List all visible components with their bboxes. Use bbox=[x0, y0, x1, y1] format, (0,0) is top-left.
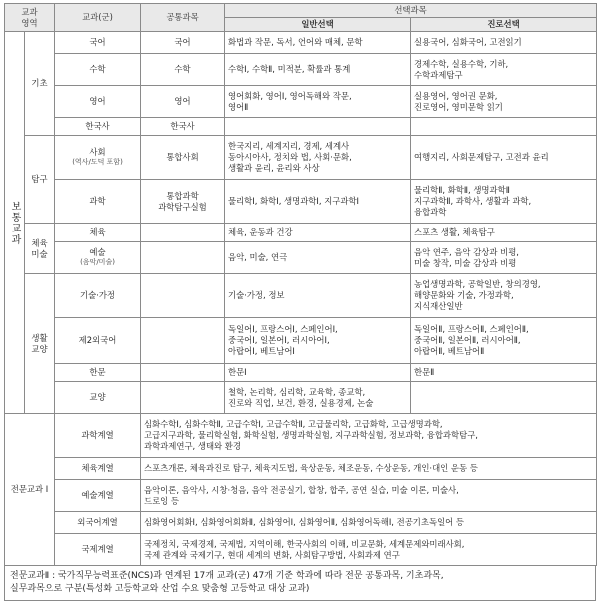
common-cell: 국어 bbox=[141, 32, 225, 54]
table-row bbox=[5, 480, 597, 512]
header-row-1 bbox=[5, 4, 597, 18]
area-professional-1: 전문교과 Ⅰ bbox=[5, 414, 55, 566]
group-name: 사회 bbox=[89, 147, 106, 158]
area-pe-art: 체육 미술 bbox=[25, 224, 55, 274]
track-subjects-cell: 음악이론, 음악사, 시창·청음, 음악 전공실기, 합창, 합주, 공연 실습, 미술 이론, 미술사, 드로잉 등 bbox=[141, 480, 597, 512]
general-cell bbox=[225, 118, 411, 136]
general-cell: 한국지리, 세계지리, 경제, 세계사 동아시아사, 정치와 법, 사회·문화, 생활과 윤리, 윤리와 사상 bbox=[225, 136, 411, 180]
group-cell: 국어 bbox=[55, 32, 141, 54]
group-note: (역사/도덕 포함) bbox=[72, 158, 123, 167]
track-cell: 예술계열 bbox=[55, 480, 141, 512]
common-cell bbox=[141, 242, 225, 274]
common-cell bbox=[141, 318, 225, 364]
table-row bbox=[5, 136, 597, 180]
common-cell bbox=[141, 274, 225, 318]
career-cell bbox=[411, 118, 597, 136]
track-cell: 체육계열 bbox=[55, 458, 141, 480]
group-cell: 한국사 bbox=[55, 118, 141, 136]
general-cell: 체육, 운동과 건강 bbox=[225, 224, 411, 242]
table-row bbox=[5, 318, 597, 364]
general-cell: 수학Ⅰ, 수학Ⅱ, 미적분, 확률과 통계 bbox=[225, 54, 411, 86]
common-cell bbox=[141, 364, 225, 382]
career-cell: 여행지리, 사회문제탐구, 고전과 윤리 bbox=[411, 136, 597, 180]
common-cell bbox=[141, 224, 225, 242]
area-general-education: 보통교과 bbox=[5, 32, 25, 414]
common-cell bbox=[141, 382, 225, 414]
common-cell: 한국사 bbox=[141, 118, 225, 136]
area-life-culture: 생활 교양 bbox=[25, 274, 55, 414]
table-row bbox=[5, 86, 597, 118]
header-group: 교과(군) bbox=[55, 4, 141, 32]
area-basic: 기초 bbox=[25, 32, 55, 136]
table-row bbox=[5, 274, 597, 318]
career-cell: 농업생명과학, 공학일반, 창의경영, 해양문화와 기술, 가정과학, 지식재산일반 bbox=[411, 274, 597, 318]
group-cell: 교양 bbox=[55, 382, 141, 414]
common-cell: 영어 bbox=[141, 86, 225, 118]
track-subjects-cell: 심화영어회화Ⅰ, 심화영어회화Ⅱ, 심화영어Ⅰ, 심화영어Ⅱ, 심화영어독해Ⅰ, 전공기초독일어 등 bbox=[141, 512, 597, 534]
group-cell: 한문 bbox=[55, 364, 141, 382]
curriculum-table bbox=[4, 3, 597, 566]
track-subjects-cell: 스포츠개론, 체육과진로 탐구, 체육지도법, 육상운동, 체조운동, 수상운동, 개인·대인 운동 등 bbox=[141, 458, 597, 480]
track-subjects-cell: 심화수학Ⅰ, 심화수학Ⅱ, 고급수학Ⅰ, 고급수학Ⅱ, 고급물리학, 고급화학, 고급생명과학, 고급지구과학, 물리학실험, 화학실험, 생명과학실험, 지구과학실험, 정보과학, 융합과학탐구, 과학과제연구, 생태와 환경 bbox=[141, 414, 597, 458]
career-cell: 실용국어, 심화국어, 고전읽기 bbox=[411, 32, 597, 54]
header-elective: 선택과목 bbox=[225, 4, 597, 18]
table-row bbox=[5, 512, 597, 534]
career-cell: 실용영어, 영어권 문화, 진로영어, 영미문학 읽기 bbox=[411, 86, 597, 118]
table-row bbox=[5, 242, 597, 274]
footnote-professional-2: 전문교과Ⅱ : 국가직무능력표준(NCS)과 연계된 17개 교과(군) 47개 기준 학과에 따라 전문 공통과목, 기초과목, 실무과목으로 구분(특성화 고등학교와 산업 수요 맞춤형 고등학교 대상 교과) bbox=[4, 566, 596, 601]
common-cell: 통합사회 bbox=[141, 136, 225, 180]
table-row bbox=[5, 118, 597, 136]
track-cell: 국제계열 bbox=[55, 534, 141, 566]
general-cell: 독일어Ⅰ, 프랑스어Ⅰ, 스페인어Ⅰ, 중국어Ⅰ, 일본어Ⅰ, 러시아어Ⅰ, 아랍어Ⅰ, 베트남어Ⅰ bbox=[225, 318, 411, 364]
group-cell: 영어 bbox=[55, 86, 141, 118]
group-cell: 제2외국어 bbox=[55, 318, 141, 364]
table-row bbox=[5, 180, 597, 224]
table-row bbox=[5, 414, 597, 458]
track-subjects-cell: 국제정치, 국제경제, 국제법, 지역이해, 한국사회의 이해, 비교문화, 세계문제와미래사회, 국제 관계와 국제기구, 현대 세계의 변화, 사회탐구방법, 사회과제 연구 bbox=[141, 534, 597, 566]
career-cell: 경제수학, 실용수학, 기하, 수학과제탐구 bbox=[411, 54, 597, 86]
career-cell bbox=[411, 382, 597, 414]
table-row bbox=[5, 534, 597, 566]
table-row bbox=[5, 54, 597, 86]
track-cell: 외국어계열 bbox=[55, 512, 141, 534]
table-row bbox=[5, 382, 597, 414]
career-cell: 스포츠 생활, 체육탐구 bbox=[411, 224, 597, 242]
general-cell: 영어회화, 영어Ⅰ, 영어독해와 작문, 영어Ⅱ bbox=[225, 86, 411, 118]
group-cell: 과학 bbox=[55, 180, 141, 224]
curriculum-table-container bbox=[4, 3, 596, 601]
common-cell: 통합과학 과학탐구실험 bbox=[141, 180, 225, 224]
common-cell: 수학 bbox=[141, 54, 225, 86]
table-row bbox=[5, 224, 597, 242]
header-general: 일반선택 bbox=[225, 18, 411, 32]
group-cell bbox=[55, 136, 141, 180]
table-row bbox=[5, 32, 597, 54]
general-cell: 철학, 논리학, 심리학, 교육학, 종교학, 진로와 직업, 보건, 환경, 실용경제, 논술 bbox=[225, 382, 411, 414]
general-cell: 기술·가정, 정보 bbox=[225, 274, 411, 318]
area-inquiry: 탐구 bbox=[25, 136, 55, 224]
header-common: 공통과목 bbox=[141, 4, 225, 32]
general-cell: 음악, 미술, 연극 bbox=[225, 242, 411, 274]
group-name: 예술 bbox=[89, 247, 106, 258]
table-row bbox=[5, 458, 597, 480]
career-cell: 물리학Ⅱ, 화학Ⅱ, 생명과학Ⅱ 지구과학Ⅱ, 과학사, 생활과 과학, 융합과학 bbox=[411, 180, 597, 224]
group-cell: 기술·가정 bbox=[55, 274, 141, 318]
header-career: 진로선택 bbox=[411, 18, 597, 32]
group-cell bbox=[55, 242, 141, 274]
group-note: (음악/미술) bbox=[80, 258, 115, 267]
career-cell: 음악 연주, 음악 감상과 비평, 미술 창작, 미술 감상과 비평 bbox=[411, 242, 597, 274]
general-cell: 화법과 작문, 독서, 언어와 매체, 문학 bbox=[225, 32, 411, 54]
career-cell: 독일어Ⅱ, 프랑스어Ⅱ, 스페인어Ⅱ, 중국어Ⅱ, 일본어Ⅱ, 러시아어Ⅱ, 아랍어Ⅱ, 베트남어Ⅱ bbox=[411, 318, 597, 364]
track-cell: 과학계열 bbox=[55, 414, 141, 458]
career-cell: 한문Ⅱ bbox=[411, 364, 597, 382]
table-row bbox=[5, 364, 597, 382]
general-cell: 물리학Ⅰ, 화학Ⅰ, 생명과학Ⅰ, 지구과학Ⅰ bbox=[225, 180, 411, 224]
group-cell: 체육 bbox=[55, 224, 141, 242]
header-area: 교과 영역 bbox=[5, 4, 55, 32]
general-cell: 한문Ⅰ bbox=[225, 364, 411, 382]
group-cell: 수학 bbox=[55, 54, 141, 86]
